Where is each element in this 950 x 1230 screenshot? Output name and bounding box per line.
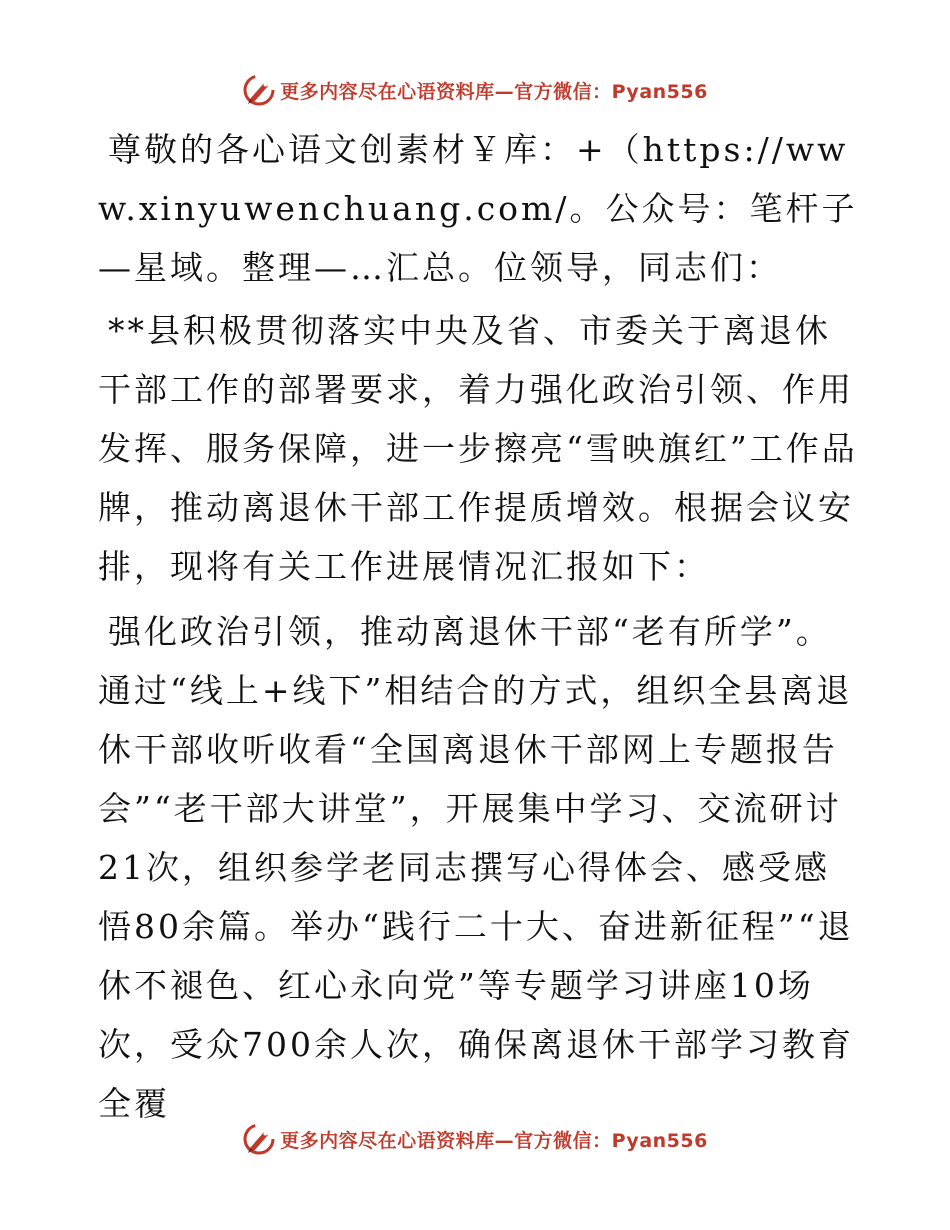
paragraph-political-guidance: 强化政治引领，推动离退休干部“老有所学”。通过“线上+线下”相结合的方式，组织全县离退休干部收听收看“全国离退休干部网上专题报告会”“老干部大讲堂”，开展集中学习、交流研讨21次，组织参学老同志撰写心得体会、感受感悟80余篇。举办“践行二十大、奋进新征程”“退休不褪色、红心永向党”等专题学习讲座10场次，受众700余人次，确保离退休干部学习教育全覆 [98,612,854,1123]
pen-globe-logo-icon [242,73,276,107]
paragraph-greeting: 尊敬的各心语文创素材￥库：+（https://www.xinyuwenchuang.com/。公众号：笔杆子—星域。整理—…汇总。位领导，同志们： [98,130,858,287]
document-body [98,120,858,1141]
footer-banner [0,1119,950,1159]
header-banner-text: 更多内容尽在心语资料库—官方微信：Pyan556 [280,80,708,103]
footer-banner-text: 更多内容尽在心语资料库—官方微信：Pyan556 [280,1129,708,1152]
pen-globe-logo-icon [242,1122,276,1156]
paragraph-intro: **县积极贯彻落实中央及省、市委关于离退休干部工作的部署要求，着力强化政治引领、作用发挥、服务保障，进一步擦亮“雪映旗红”工作品牌，推动离退休干部工作提质增效。根据会议安排，现将有关工作进展情况汇报如下： [98,311,858,586]
header-banner [0,70,950,110]
